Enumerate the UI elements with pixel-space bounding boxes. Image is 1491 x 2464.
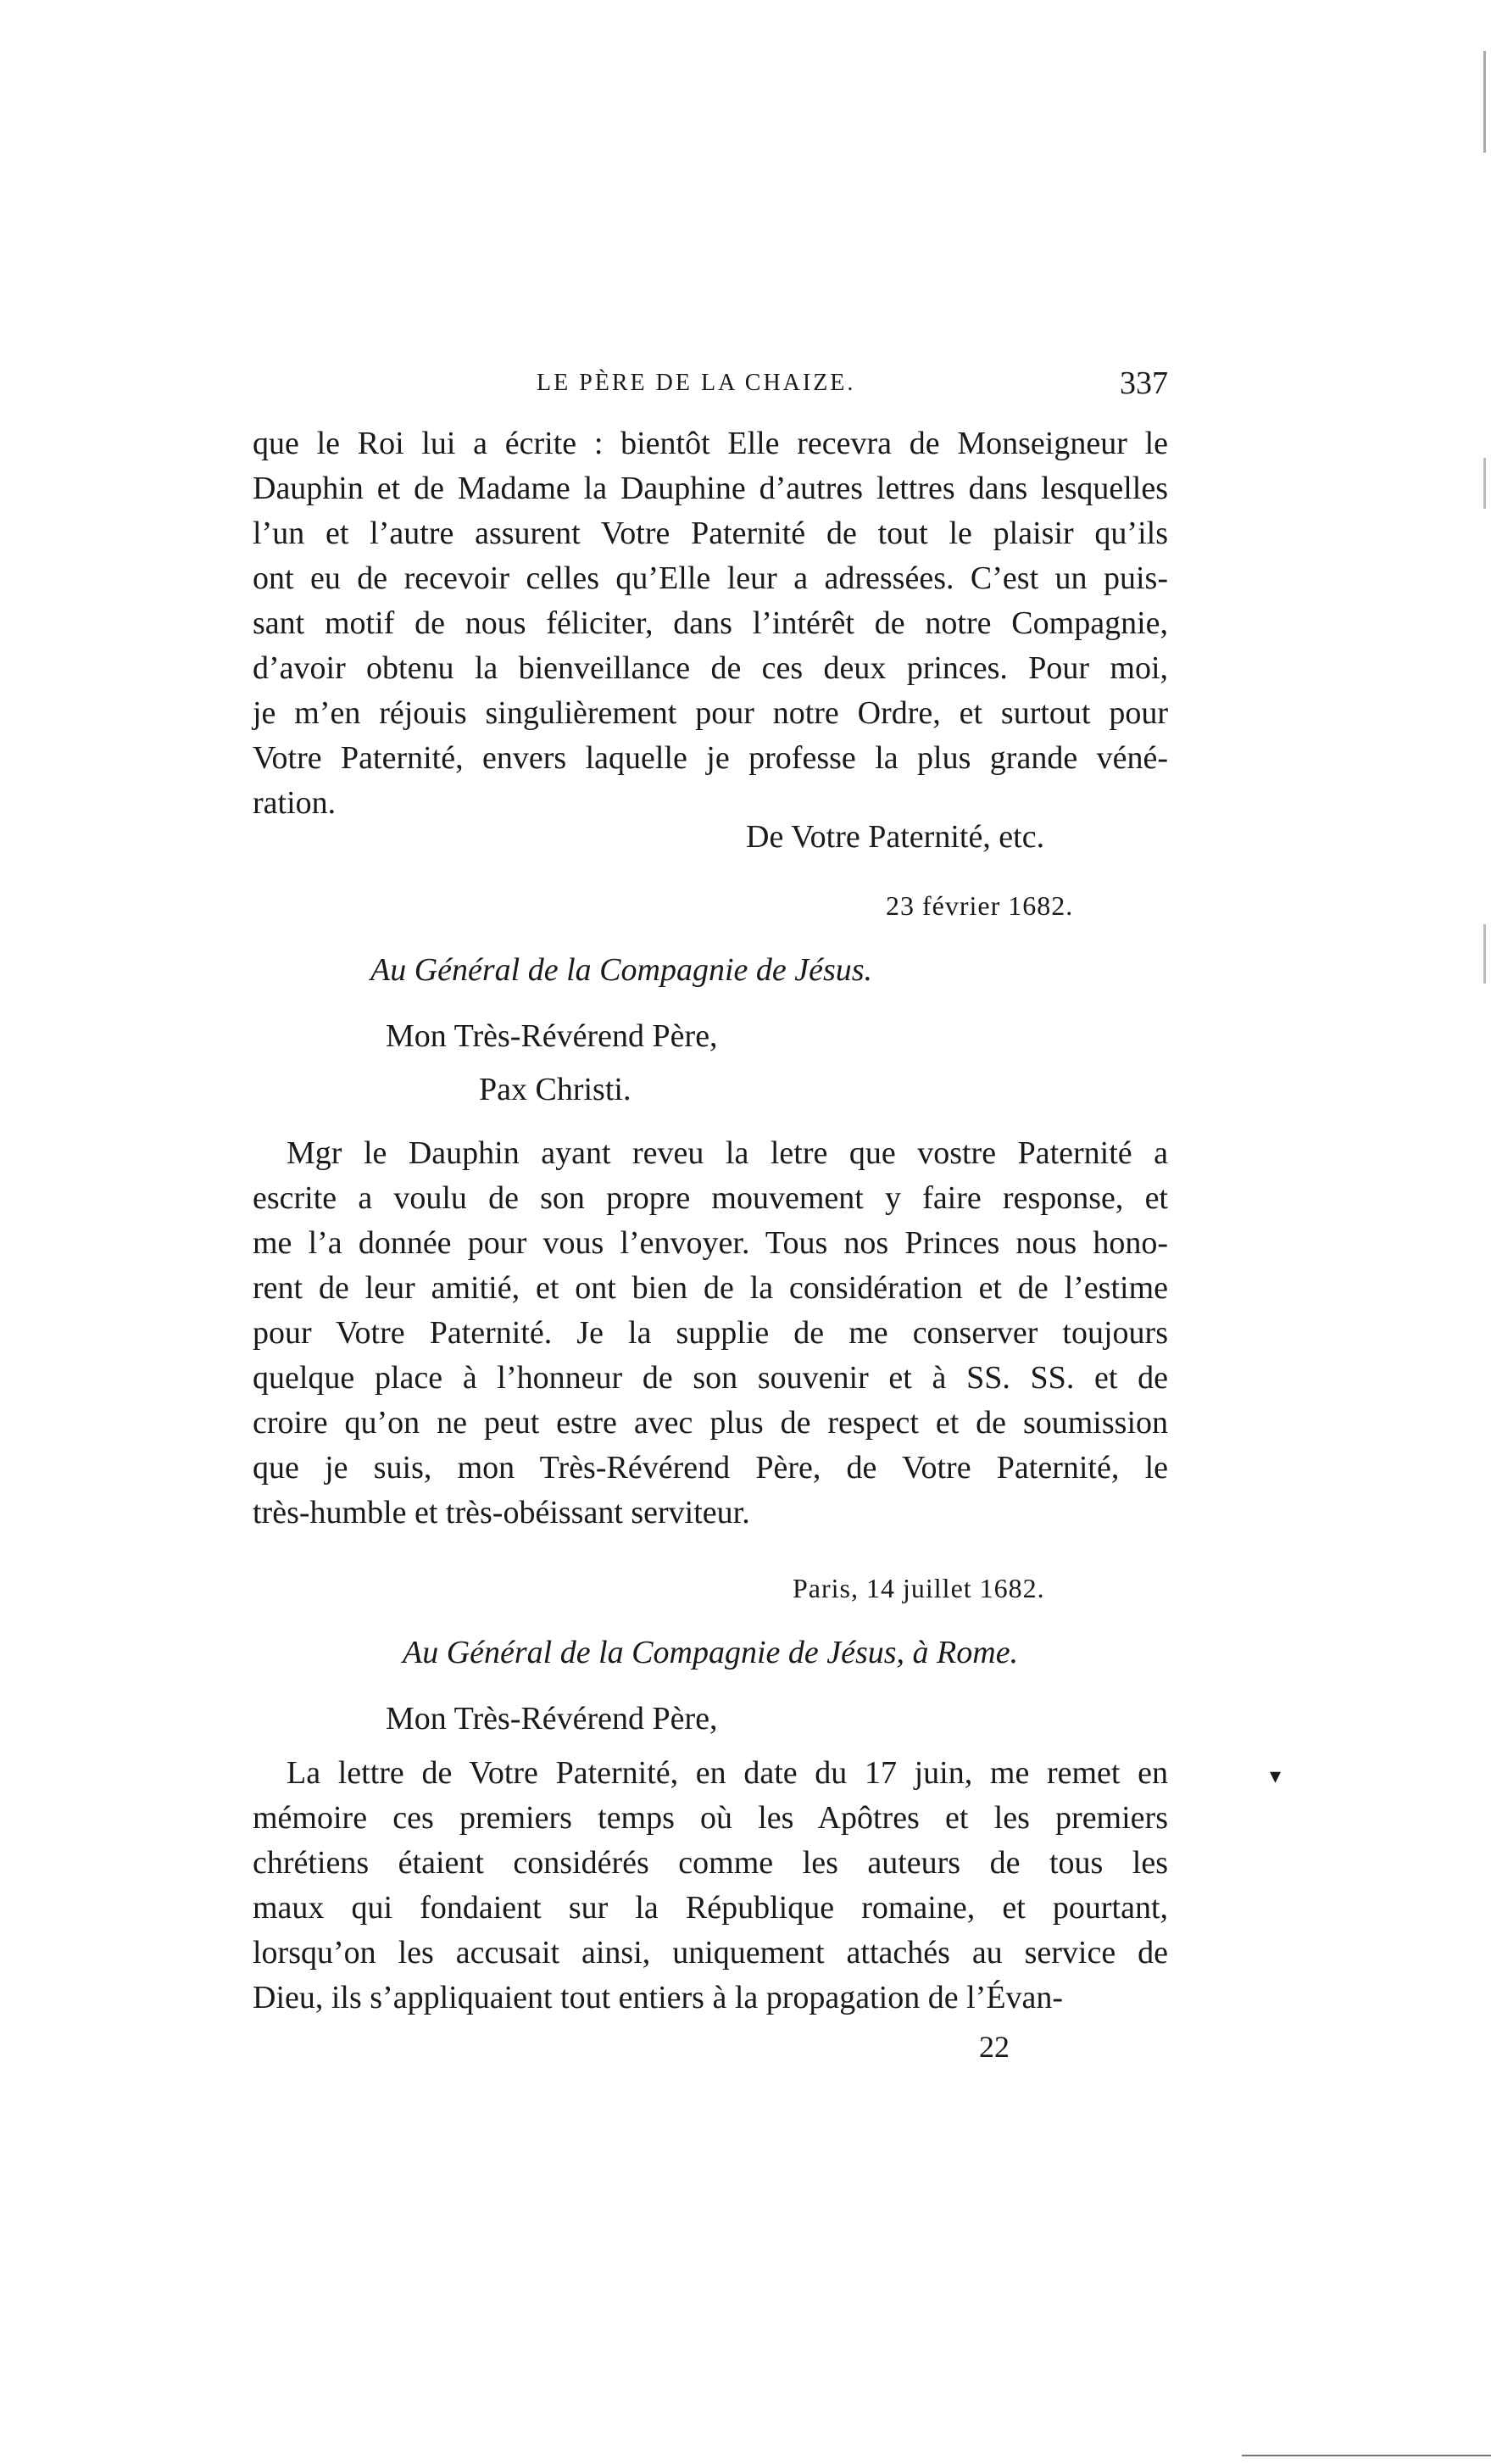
text-line: pour Votre Paternité. Je la supplie de me conserver toujours [253,1315,1168,1351]
letter2-body [253,1131,1168,1536]
text-line: que je suis, mon Très-Révérend Père, de Votre Paternité, le [253,1450,1168,1486]
running-title: LE PÈRE DE LA CHAIZE. [537,370,856,396]
text-line: lorsqu’on les accusait ainsi, uniquement attachés au service de [253,1935,1168,1971]
letter2-date: 23 février 1682. [886,890,1074,921]
text-line: Dauphin et de Madame la Dauphine d’autres lettres dans lesquelles [253,471,1168,506]
text-line: rent de leur amitié, et ont bien de la considération et de l’estime [253,1270,1168,1306]
text-line: l’un et l’autre assurent Votre Paternité de tout le plaisir qu’ils [253,516,1168,551]
text-line: maux qui fondaient sur la République romaine, et pourtant, [253,1890,1168,1926]
letter2-salutation: Mon Très-Révérend Père, [386,1018,718,1054]
letter1-closing: De Votre Paternité, etc. [746,819,1045,855]
text-line: croire qu’on ne peut estre avec plus de respect et de soumission [253,1405,1168,1441]
letter1-body [253,421,1168,826]
ink-mark-icon: ▾ [1270,1764,1282,1788]
text-line: me l’a donnée pour vous l’envoyer. Tous nos Princes nous hono- [253,1225,1168,1261]
scan-artifact [1483,458,1486,509]
scan-artifact [1483,51,1486,153]
text-line: d’avoir obtenu la bienveillance de ces deux princes. Pour moi, [253,650,1168,686]
letter1-paragraph [253,421,1168,826]
text-line: Votre Paternité, envers laquelle je professe la plus grande véné- [253,740,1168,776]
letter2-paragraph [253,1131,1168,1536]
text-line: que le Roi lui a écrite : bientôt Elle recevra de Monseigneur le [253,426,1168,461]
letter2-addressee: Au Général de la Compagnie de Jésus. [370,952,873,988]
running-head [253,365,1168,407]
text-line: La lettre de Votre Paternité, en date du 17 juin, me remet en [287,1755,1168,1791]
text-line: quelque place à l’honneur de son souvenir et à SS. SS. et de [253,1360,1168,1396]
text-line: Dieu, ils s’appliquaient tout entiers à la propagation de l’Évan- [253,1980,1064,2015]
signature-mark: 22 [979,2030,1010,2064]
letter3-body [253,1751,1168,2021]
text-line: mémoire ces premiers temps où les Apôtres et les premiers [253,1800,1168,1836]
text-line: ont eu de recevoir celles qu’Elle leur a adressées. C’est un puis- [253,560,1168,596]
letter3-paragraph [253,1751,1168,2021]
scan-edge [1242,2455,1491,2456]
letter3-addressee: Au Général de la Compagnie de Jésus, à Rome. [403,1635,1019,1670]
text-line: escrite a voulu de son propre mouvement y faire response, et [253,1180,1168,1216]
scan-artifact [1483,924,1486,984]
page-number: 337 [1120,365,1168,401]
text-line: sant motif de nous féliciter, dans l’intérêt de notre Compagnie, [253,605,1168,641]
text-line: très-humble et très-obéissant serviteur. [253,1495,750,1530]
text-line: chrétiens étaient considérés comme les auteurs de tous les [253,1845,1168,1881]
letter3-date: Paris, 14 juillet 1682. [793,1573,1045,1603]
text-line: Mgr le Dauphin ayant reveu la letre que vostre Paternité a [287,1135,1168,1171]
text-line: ration. [253,785,337,821]
letter3-salutation: Mon Très-Révérend Père, [386,1701,718,1737]
text-line: je m’en réjouis singulièrement pour notre Ordre, et surtout pour [253,695,1168,731]
letter2-pax: Pax Christi. [479,1072,631,1107]
